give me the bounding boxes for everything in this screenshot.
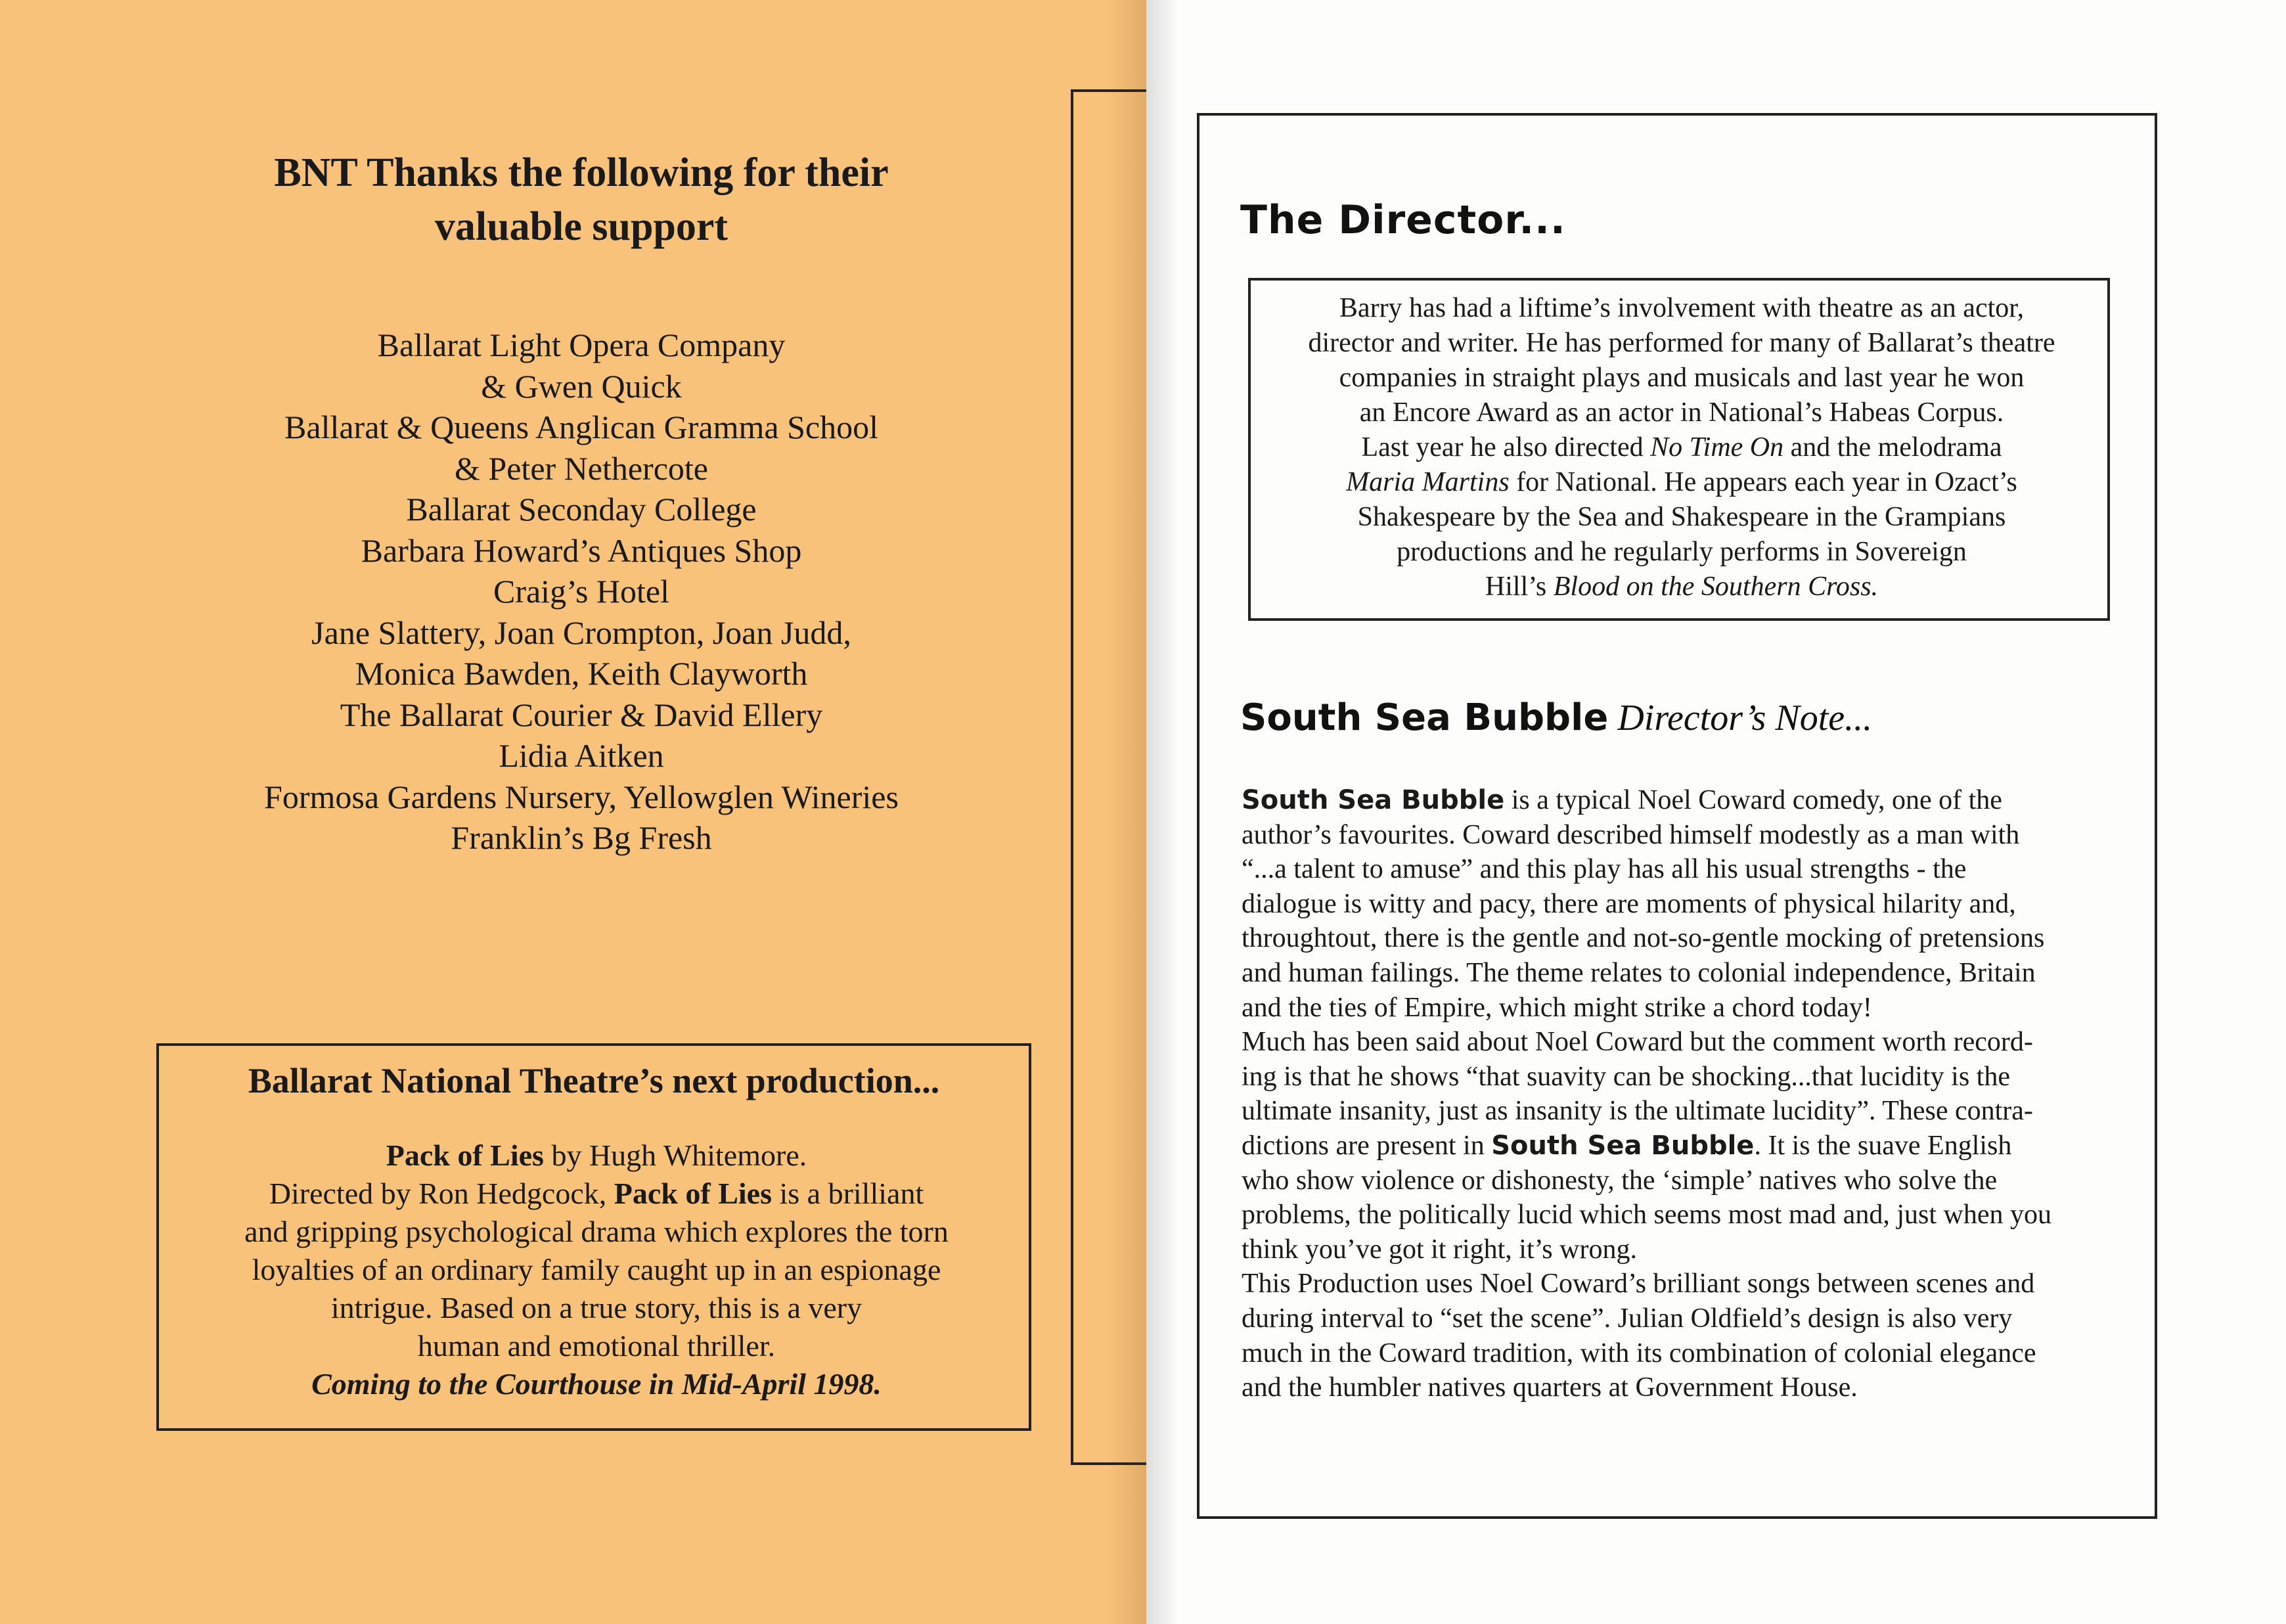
director-bio-box [1248,278,2110,621]
sponsor-line: Monica Bawden, Keith Clayworth [355,655,808,692]
sponsor-line: & Gwen Quick [481,367,682,405]
sponsor-line: Lidia Aitken [499,737,664,774]
next-production-text: Pack of Lies by Hugh Whitemore. Directed by Ron Hedgcock, Pack of Lies is a brilliant and gripping psychological drama which explores the torn loyalties of an ordinary family caught up in an espionage intrigue. Based on a true story, this is a very human and emotional thriller. Coming to the Courthouse in Mid-April 1998. [172,1137,1021,1403]
next-production-heading: Ballarat National Theatre’s next production... [248,1061,940,1100]
page-bracket-divider [1071,89,1146,1465]
sponsor-line: Formosa Gardens Nursery, Yellowglen Wineries [264,778,899,815]
directors-note-heading: South Sea Bubble Director’s Note... [1240,696,1873,739]
sponsor-line: Craig’s Hotel [493,573,670,610]
thanks-heading: BNT Thanks the following for their valuable support [274,150,889,249]
director-heading: The Director... [1240,197,1566,243]
director-line: Directed by Ron Hedgcock, Pack of Lies is a brilliant [269,1177,924,1210]
play-line: Pack of Lies by Hugh Whitemore. [386,1139,807,1172]
sponsor-line: Franklin’s Bg Fresh [451,819,712,856]
directors-note-text: South Sea Bubble is a typical Noel Coward comedy, one of the author’s favourites. Coward described himself modestly as a man with “...a talent to amuse” and this play has all his usual strengths - the dialogue is witty and pacy, there are moments of physical hilarity and, throughtout, there is the gentle and not-so-gentle mocking of pretensions and human failings. The theme relates to colonial independence, Britain and the ties of Empire, which might strike a chord today! Much has been said about Noel Coward but the comment worth record- ing is that he shows “that suavity can be shocking...that lucidity is the ultimate insanity, just as insanity is the ultimate lucidity”. These contra- dictions are present in South Sea Bubble. It is the suave English who show violence or dishonesty, the ‘simple’ natives who solve the problems, the politically lucid which seems most mad and, just when you think you’ve got it right, it’s wrong. This Production uses Noel Coward’s brilliant songs between scenes and during interval to “set the scene”. Julian Oldfield’s design is also very much in the Coward tradition, with its combination of colonial elegance and the humbler natives quarters at Government House. [1242,785,2051,1403]
coming-date: Coming to the Courthouse in Mid-April 1998. [311,1367,882,1401]
sponsor-list [184,325,979,859]
sponsor-line: Ballarat & Queens Anglican Gramma School [284,409,878,445]
sponsor-line: & Peter Nethercote [455,449,708,487]
sponsor-line: The Ballarat Courier & David Ellery [340,696,823,733]
next-production-box [156,1043,1031,1431]
director-bio: Barry has had a liftime’s involvement with theatre as an actor, director and writer. He has performed for many of Ballarat’s theatre companies in straight plays and musicals and last year he won an Encore Award as an actor in National’s Habeas Corpus. Last year he also directed No Time On and the melodrama Maria Martins for National. He appears each year in Ozact’s Shakespeare by the Sea and Shakespeare in the Grampians productions and he regularly performs in Sovereign Hill’s Blood on the Southern Cross. [1308,293,2055,602]
sponsor-line: Ballarat Seconday College [406,491,757,528]
sponsor-line: Jane Slattery, Joan Crompton, Joan Judd, [311,614,851,651]
sponsor-line: Ballarat Light Opera Company [377,327,786,363]
sponsor-line: Barbara Howard’s Antiques Shop [361,531,802,569]
